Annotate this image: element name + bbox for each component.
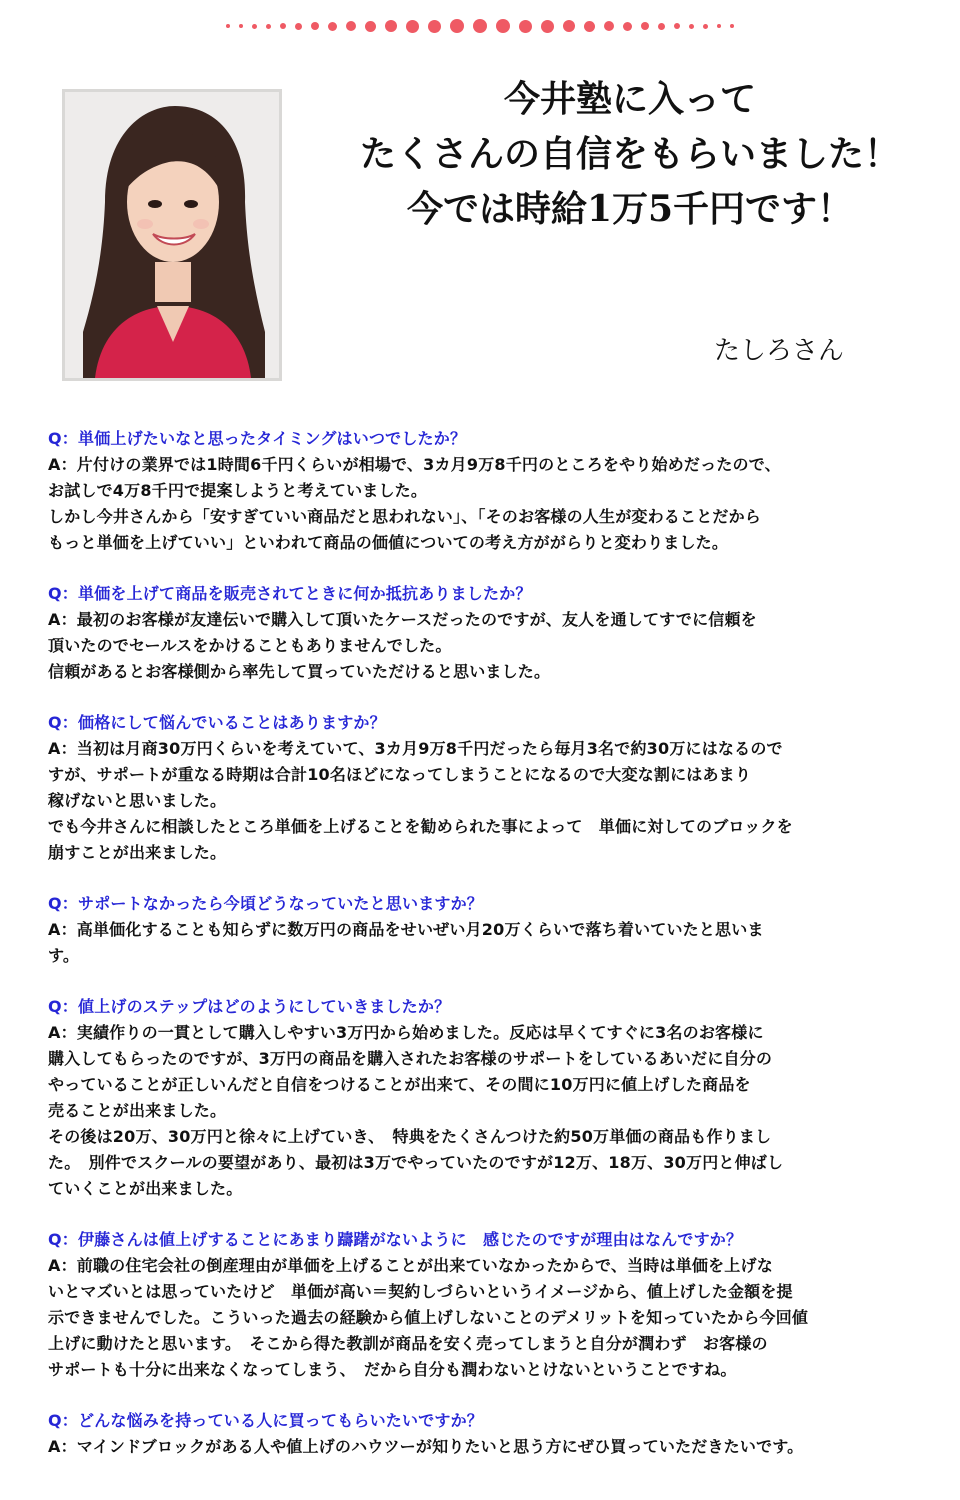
decorative-dot (623, 22, 632, 31)
decorative-dot (584, 21, 595, 32)
decorative-dot (346, 21, 356, 31)
decorative-dot (365, 21, 376, 32)
decorative-dot (541, 20, 554, 33)
woman-portrait-icon (65, 92, 279, 378)
answer-text (48, 1020, 938, 1202)
qa-list (48, 426, 938, 1485)
qa-item (48, 1408, 938, 1460)
answer-line: しかし今井さんから「安すぎていい商品だと思われない」、「そのお客様の人生が変わることだから (48, 507, 762, 526)
question-text: Q：サポートなかったら今頃どうなっていたと思いますか？ (48, 894, 484, 913)
answer-line: 頂いたのでセールスをかけることもありませんでした。 (48, 636, 452, 655)
answer-line: サポートも十分に出来なくなってしまう、 だから自分も潤わないとけないということですね。 (48, 1360, 737, 1379)
answer-line: 売ることが出来ました。 (48, 1101, 227, 1120)
answer-line: やっていることが正しいんだと自信をつけることが出来て、その間に10万円に値上げした商品を (48, 1075, 751, 1094)
answer-line: でも今井さんに相談したところ単価を上げることを勧められた事によって 単価に対してのブロックを (48, 817, 793, 836)
decorative-dot (496, 19, 510, 33)
answer-line: いとマズいとは思っていたけど 単価が高い＝契約しづらいというイメージから、値上げした金額を提 (48, 1282, 793, 1301)
answer-text (48, 917, 938, 969)
decorative-dot (689, 24, 694, 29)
decorative-dot (328, 22, 337, 31)
qa-item (48, 1227, 938, 1383)
answer-line: ていくことが出来ました。 (48, 1179, 243, 1198)
answer-line: 稼げないと思いました。 (48, 791, 227, 810)
decorative-dot (280, 23, 286, 29)
decorative-dot (226, 24, 230, 28)
answer-line: A：最初のお客様が友達伝いで購入して頂いたケースだったのですが、友人を通してすでに信頼を (48, 610, 757, 629)
decorative-dot (406, 20, 419, 33)
answer-line: 示できませんでした。こういった過去の経験から値上げしないことのデメリットを知っていたから今回値 (48, 1308, 809, 1327)
answer-line: お試しで4万8千円で提案しようと考えていました。 (48, 481, 428, 500)
answer-line: その後は20万、30万円と徐々に上げていき、 特典をたくさんつけた約50万単価の商品も作りまし (48, 1127, 772, 1146)
qa-item (48, 581, 938, 685)
decorative-dot (311, 22, 319, 30)
answer-line: A：マインドブロックがある人や値上げのハウツーが知りたいと思う方にぜひ買っていただきたいです。 (48, 1437, 804, 1456)
question-text: Q：どんな悩みを持っている人に買ってもらいたいですか？ (48, 1411, 484, 1430)
decorative-dot (658, 23, 665, 30)
question-text: Q：値上げのステップはどのようにしていきましたか？ (48, 997, 451, 1016)
decorative-dot (473, 19, 487, 33)
answer-line: もっと単価を上げていい」といわれて商品の価値についての考え方ががらりと変わりました。 (48, 533, 729, 552)
testimonial-headline (330, 72, 930, 237)
decorative-dot (641, 22, 649, 30)
qa-item (48, 710, 938, 866)
question-text: Q：単価上げたいなと思ったタイミングはいつでしたか？ (48, 429, 467, 448)
answer-line: A：高単価化することも知らずに数万円の商品をせいぜい月20万くらいで落ち着いていたと思いま (48, 920, 764, 939)
decorative-dot (604, 21, 614, 31)
answer-line: すが、サポートが重なる時期は合計10名ほどになってしまうことになるので大変な割にはあまり (48, 765, 752, 784)
headline-line: たくさんの自信をもらいました！ (359, 133, 900, 175)
answer-text (48, 607, 938, 685)
answer-line: た。 別件でスクールの要望があり、最初は3万でやっていたのですが12万、18万、30万円と伸ばし (48, 1153, 784, 1172)
author-name: たしろさん (714, 336, 845, 366)
answer-line: す。 (48, 946, 80, 965)
answer-text (48, 1253, 938, 1383)
decorative-dot (519, 20, 532, 33)
decorative-dot (239, 24, 243, 28)
headline-line: 今では時給1万5千円です！ (406, 188, 854, 230)
question-text: Q：価格にして悩んでいることはありますか？ (48, 713, 386, 732)
decorative-dot (385, 20, 397, 32)
decorative-dot (563, 20, 575, 32)
decorative-dot (428, 20, 441, 33)
qa-item (48, 994, 938, 1202)
question-text: Q：伊藤さんは値上げすることにあまり躊躇がないように 感じたのですが理由はなんですか？ (48, 1230, 743, 1249)
decorative-dot (450, 19, 464, 33)
decorative-dot (252, 24, 257, 29)
decorative-dot (717, 24, 721, 28)
qa-item (48, 891, 938, 969)
answer-line: A：実績作りの一貫として購入しやすい3万円から始めました。反応は早くてすぐに3名のお客様に (48, 1023, 764, 1042)
decorative-dot-divider (0, 16, 960, 36)
decorative-dot (295, 23, 302, 30)
decorative-dot (266, 24, 271, 29)
answer-line: A：前職の住宅会社の倒産理由が単価を上げることが出来ていなかったからで、当時は単価を上げな (48, 1256, 773, 1275)
question-text: Q：単価を上げて商品を販売されてときに何か抵抗ありましたか？ (48, 584, 532, 603)
answer-line: 上げに動けたと思います。 そこから得た教訓が商品を安く売ってしまうと自分が潤わず お客様の (48, 1334, 768, 1353)
answer-line: 崩すことが出来ました。 (48, 843, 227, 862)
decorative-dot (730, 24, 734, 28)
decorative-dot (674, 23, 680, 29)
qa-item (48, 426, 938, 556)
decorative-dot (703, 24, 708, 29)
answer-line: A：当初は月商30万円くらいを考えていて、3カ月9万8千円だったら毎月3名で約30万にはなるので (48, 739, 783, 758)
headline-line: 今井塾に入って (503, 78, 756, 120)
answer-line: 購入してもらったのですが、3万円の商品を購入されたお客様のサポートをしているあいだに自分の (48, 1049, 773, 1068)
portrait-photo (62, 89, 282, 381)
answer-line: A：片付けの業界では1時間6千円くらいが相場で、3カ月9万8千円のところをやり始めだったので、 (48, 455, 781, 474)
answer-text (48, 452, 938, 556)
answer-text (48, 736, 938, 866)
answer-line: 信頼があるとお客様側から率先して買っていただけると思いました。 (48, 662, 551, 681)
answer-text (48, 1434, 938, 1460)
